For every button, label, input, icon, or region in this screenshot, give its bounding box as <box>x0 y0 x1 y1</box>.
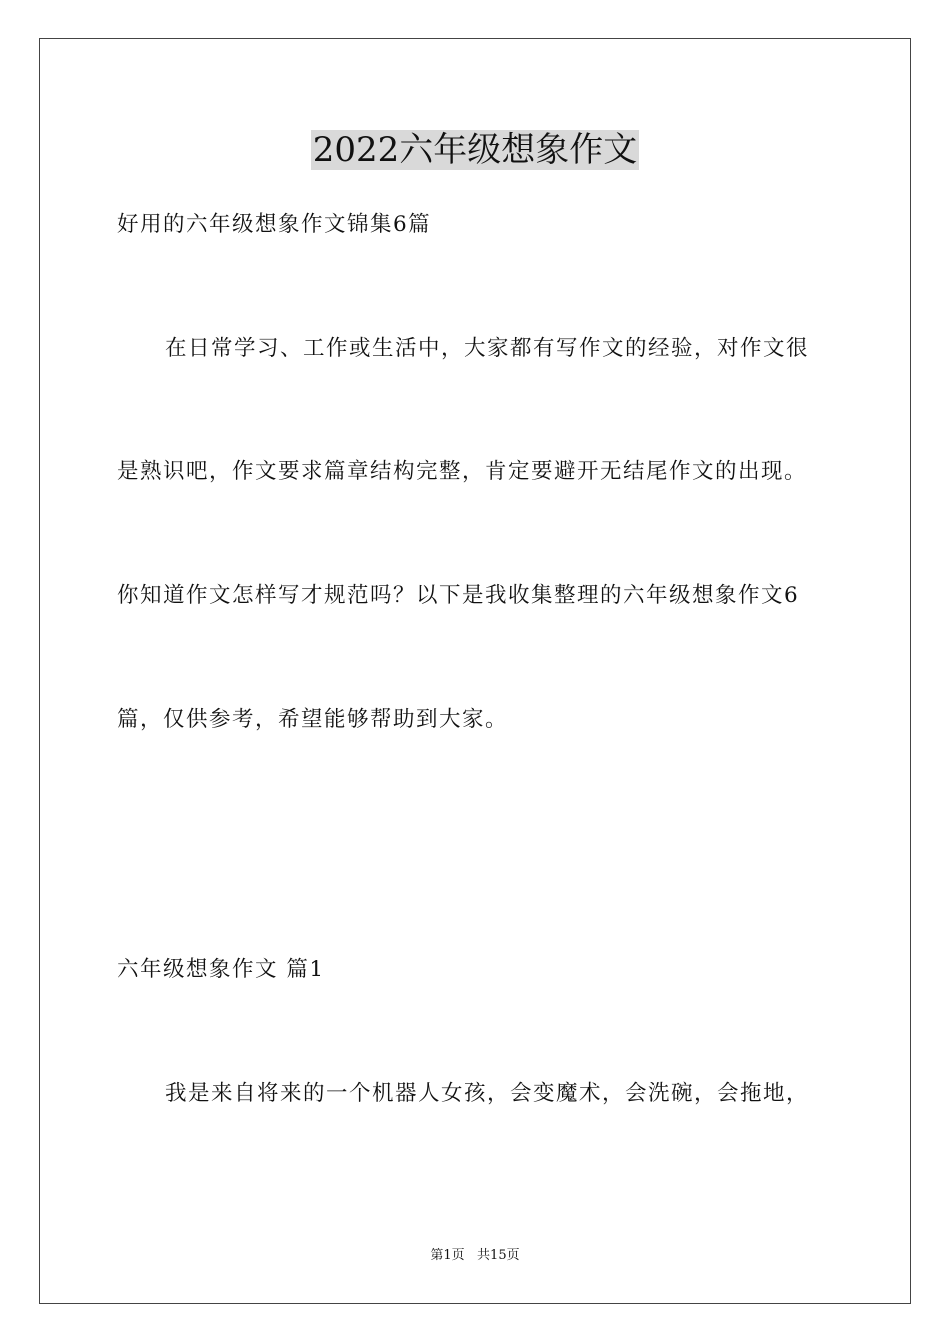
page-number-footer: 第1页 共15页 <box>430 1248 520 1263</box>
intro-line-3: 你知道作文怎样写才规范吗？以下是我收集整理的六年级想象作文6 <box>117 583 800 608</box>
document-subtitle: 好用的六年级想象作文锦集6篇 <box>117 212 432 237</box>
document-title <box>0 128 950 172</box>
intro-line-4: 篇，仅供参考，希望能够帮助到大家。 <box>117 707 509 732</box>
section-paragraph-line: 我是来自将来的一个机器人女孩，会变魔术，会洗碗，会拖地， <box>165 1081 810 1106</box>
intro-line-1: 在日常学习、工作或生活中，大家都有写作文的经验，对作文很 <box>165 336 810 361</box>
section-heading: 六年级想象作文 篇1 <box>117 957 325 982</box>
document-title-text: 2022六年级想象作文 <box>312 130 638 170</box>
intro-line-2: 是熟识吧，作文要求篇章结构完整，肯定要避开无结尾作文的出现。 <box>117 459 808 484</box>
